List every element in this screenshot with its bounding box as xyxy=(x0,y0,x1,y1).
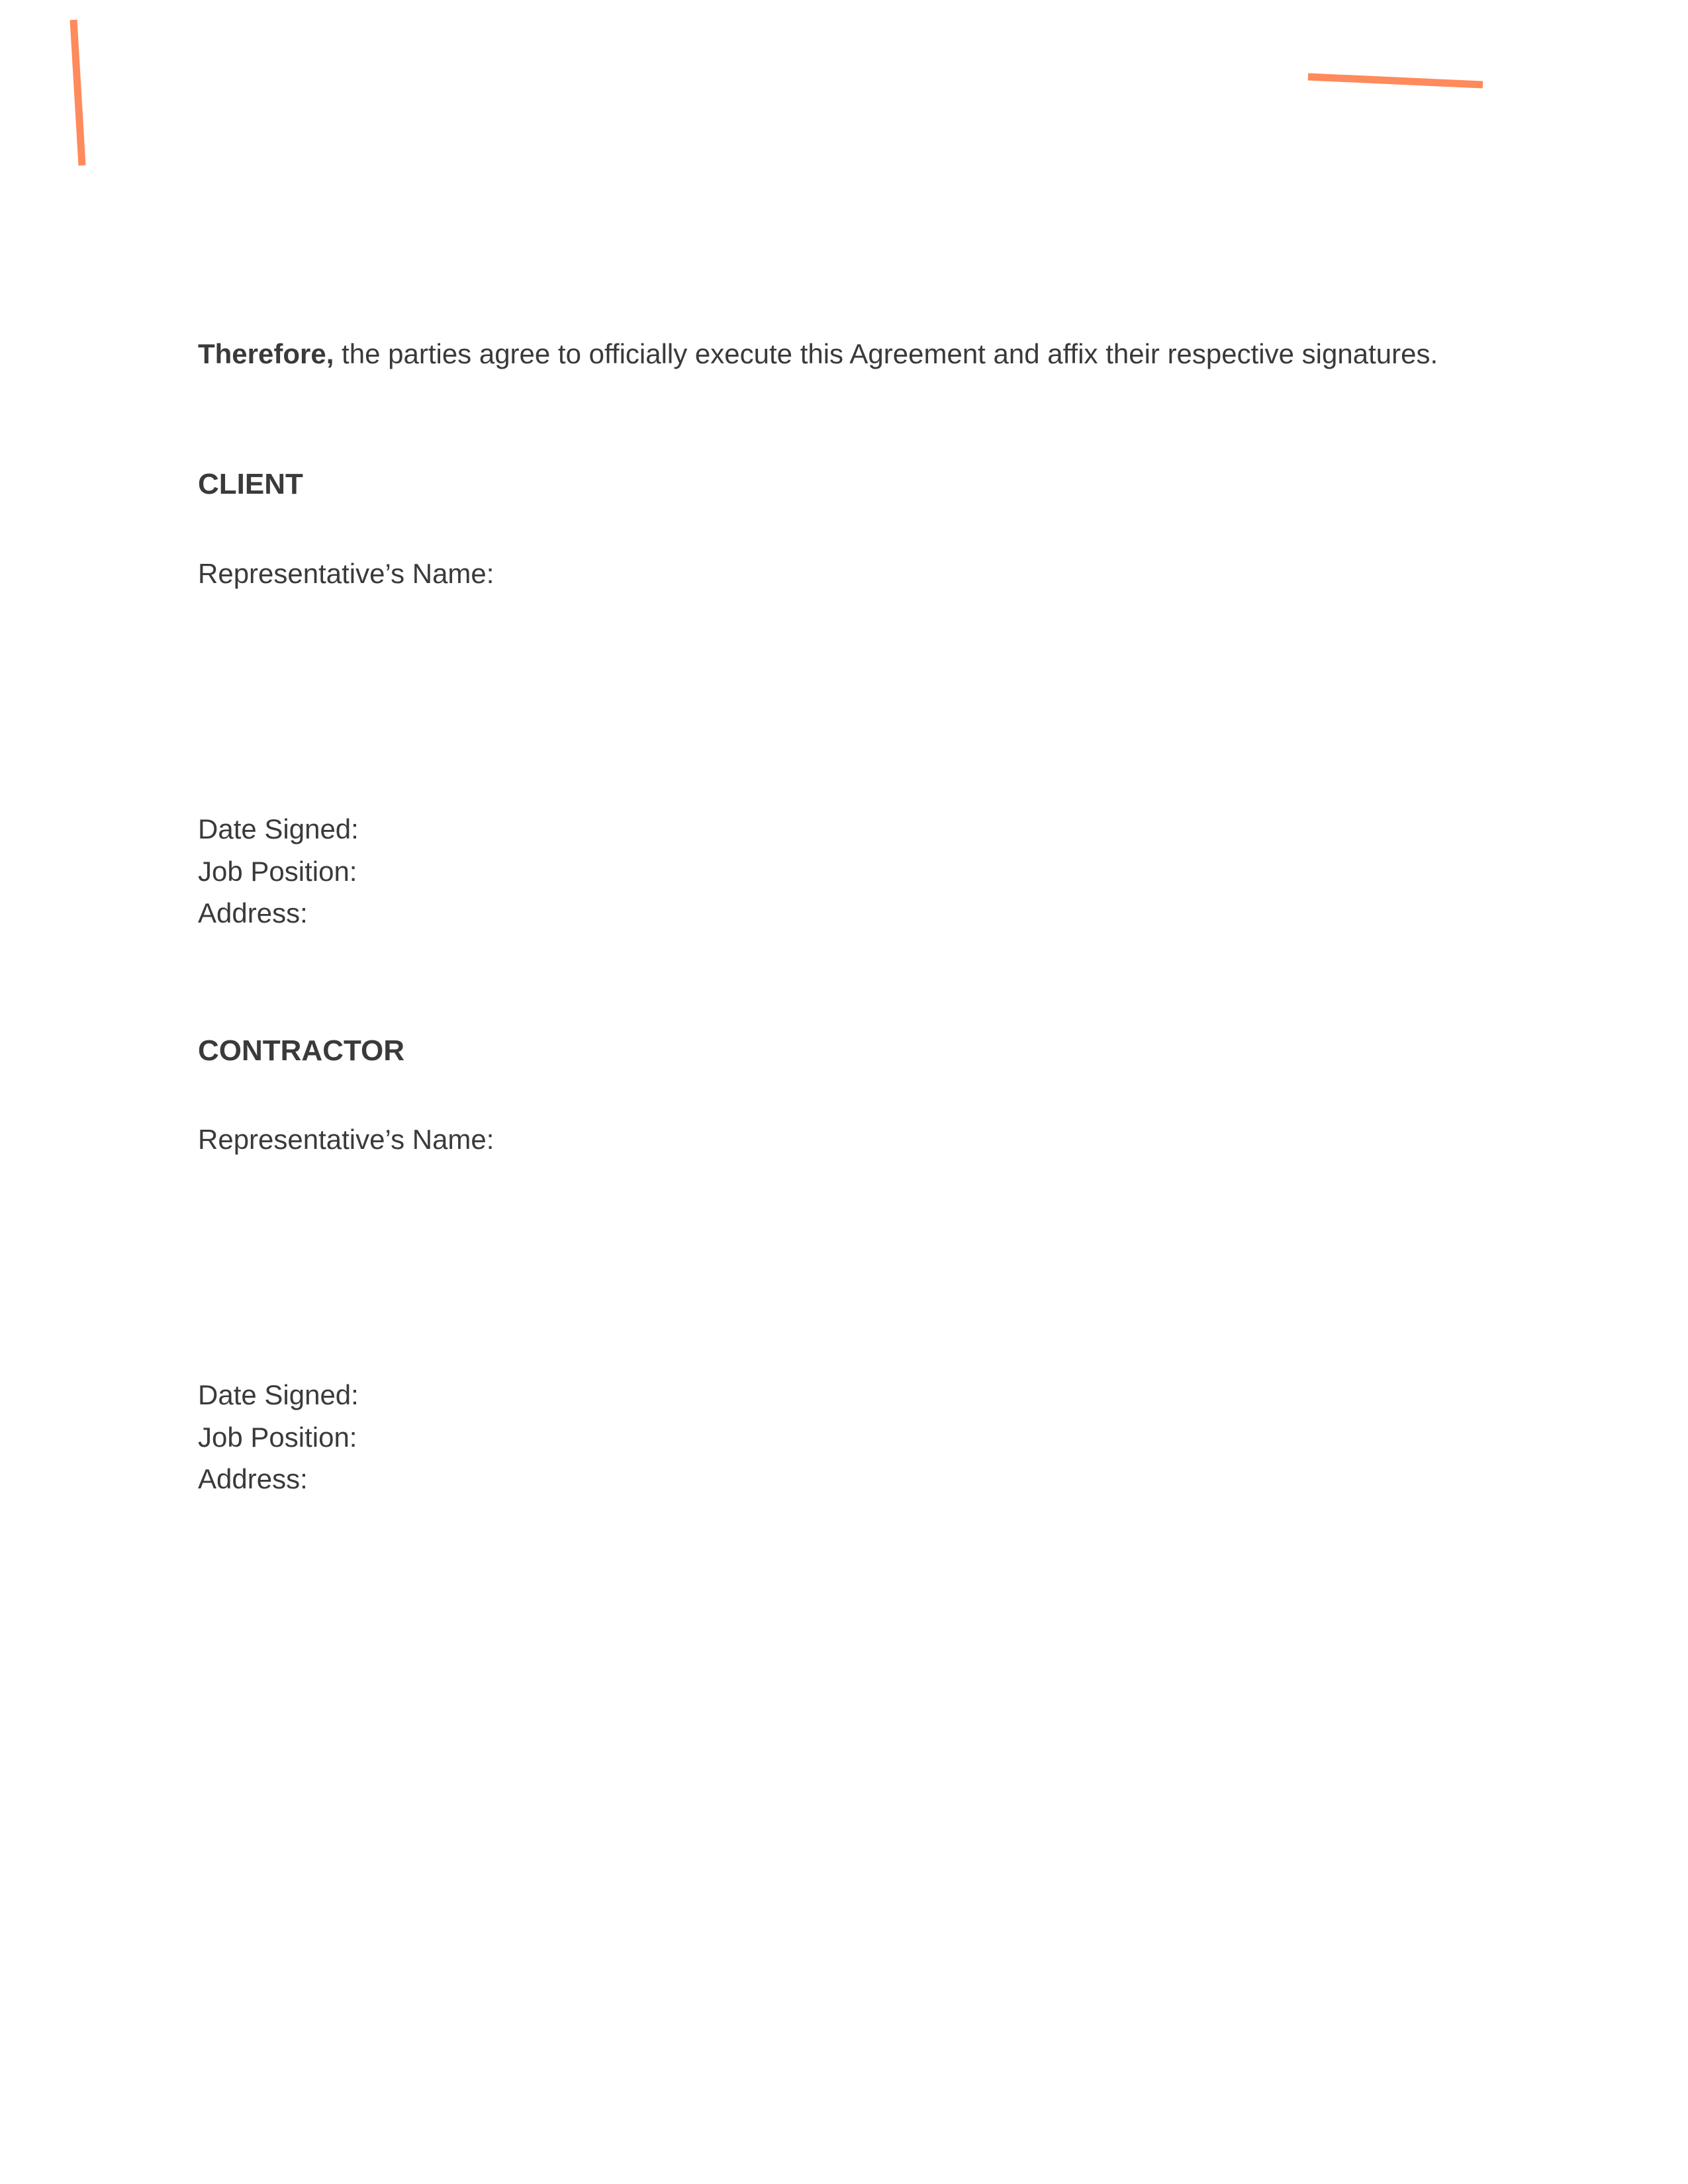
contractor-date-signed-label: Date Signed: xyxy=(198,1379,359,1410)
closing-statement xyxy=(198,338,1438,371)
client-heading: CLIENT xyxy=(198,468,303,500)
accent-line-right xyxy=(1308,77,1483,85)
contractor-rep-name-label: Representative’s Name: xyxy=(198,1124,494,1155)
contractor-heading: CONTRACTOR xyxy=(198,1034,405,1067)
contractor-job-position-label: Job Position: xyxy=(198,1422,357,1453)
closing-statement-text: the parties agree to officially execute this Agreement and affix their respective signatures. xyxy=(334,338,1438,369)
client-date-signed-label: Date Signed: xyxy=(198,813,359,844)
accent-line-left xyxy=(73,20,82,165)
decorative-accent-lines xyxy=(0,0,1688,199)
client-job-position-label: Job Position: xyxy=(198,856,357,887)
closing-statement-lead: Therefore, xyxy=(198,338,334,369)
contractor-address-label: Address: xyxy=(198,1463,308,1494)
client-rep-name-label: Representative’s Name: xyxy=(198,558,494,589)
client-address-label: Address: xyxy=(198,897,308,929)
